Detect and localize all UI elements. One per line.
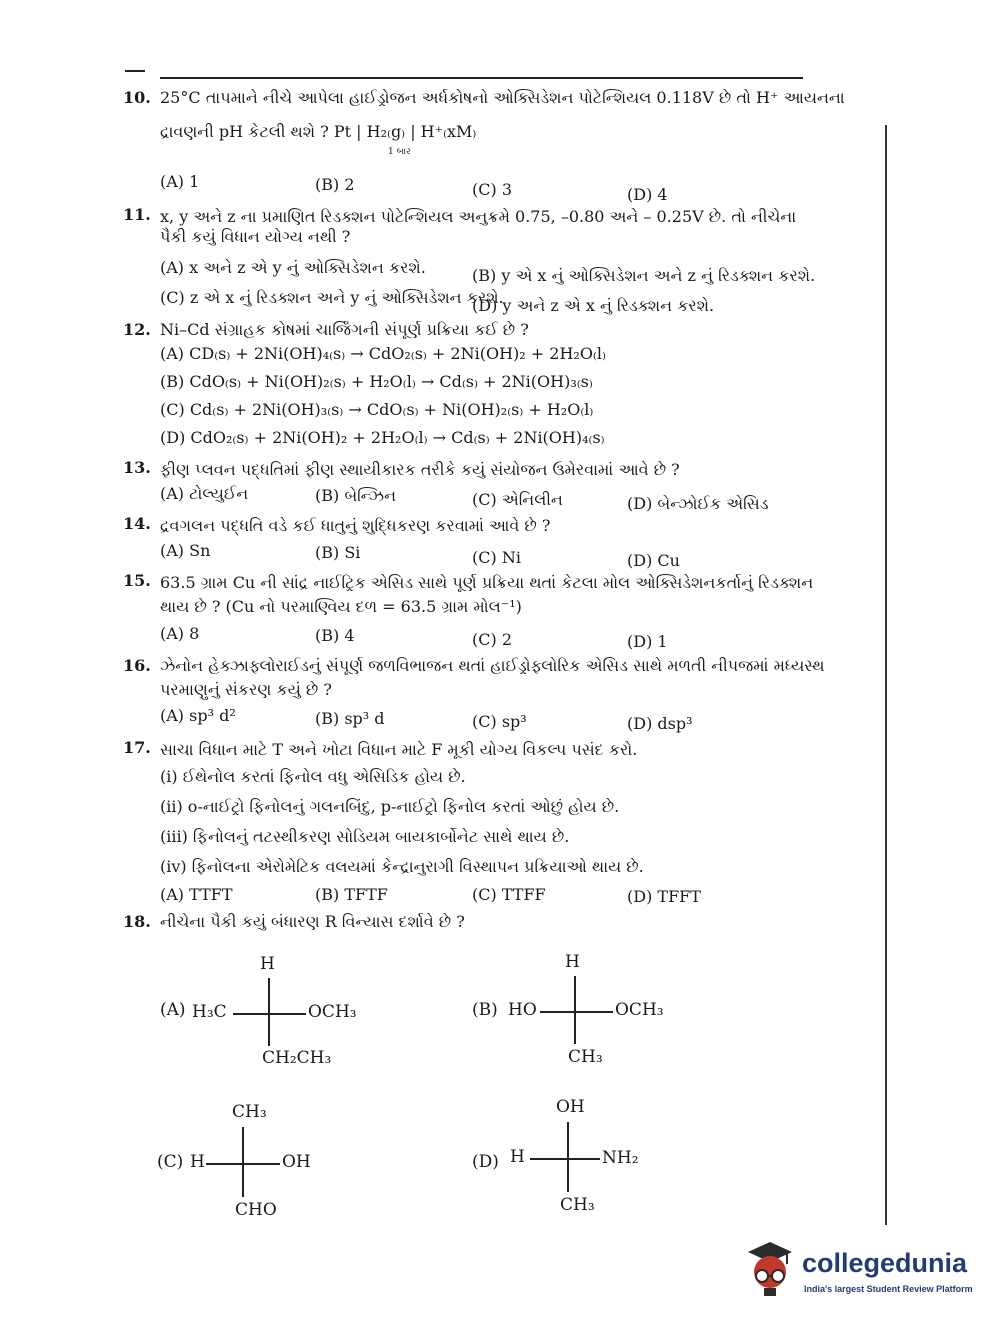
substituent-top: OH: [556, 1097, 585, 1117]
option: (C) એનિલીન: [472, 490, 563, 509]
bond-vertical: [268, 978, 270, 1046]
substituent-top: H: [565, 952, 580, 972]
brand-tagline: India's largest Student Review Platform: [804, 1284, 973, 1294]
option-label: (C): [157, 1152, 184, 1172]
substituent-top: CH₃: [232, 1102, 267, 1122]
substituent-right: OCH₃: [308, 1002, 357, 1022]
bond-vertical: [567, 1122, 569, 1192]
bond-vertical: [574, 976, 576, 1044]
question-text: નીચેના પૈકી કયું બંધારણ R વિન્યાસ દર્શાવે છે ?: [160, 912, 465, 931]
question-number: 12.: [123, 320, 151, 339]
substituent-right: NH₂: [602, 1148, 639, 1168]
option: (C) TTFF: [472, 885, 546, 904]
statement: (iv) ફિનોલના એરોમેટિક વલયમાં કેન્દ્રાનુરાગી વિસ્થાપન પ્રક્રિયાઓ થાય છે.: [160, 857, 644, 876]
question-number: 16.: [123, 656, 151, 675]
question-number: 14.: [123, 514, 151, 533]
substituent-left: H: [510, 1147, 525, 1167]
substituent-right: OCH₃: [615, 1000, 664, 1020]
right-margin-rule: [885, 125, 887, 1225]
substituent-bottom: CH₃: [568, 1047, 603, 1067]
question-number: 13.: [123, 458, 151, 477]
option: (D) CdO₂₍s₎ + 2Ni(OH)₂ + 2H₂O₍l₎ → Cd₍s₎ + 2Ni(OH)₄₍s₎: [160, 428, 605, 447]
option: (B) 4: [315, 626, 355, 645]
question-text: 25°C તાપમાને નીચે આપેલા હાઈડ્રોજન અર્ધકોષનો ઓક્સિડેશન પોટેન્શિયલ 0.118V છે તો H⁺ આયનના: [160, 88, 845, 107]
statement: (i) ઈથેનોલ કરતાં ફિનોલ વધુ એસિડિક હોય છે.: [160, 767, 466, 786]
option: (C) Ni: [472, 548, 521, 567]
question-text: પૈકી કયું વિધાન યોગ્ય નથી ?: [160, 227, 351, 246]
option: (A) x અને z એ y નું ઓક્સિડેશન કરશે.: [160, 258, 426, 277]
question-number: 18.: [123, 912, 151, 931]
option: (A) ટોલ્યુઈન: [160, 484, 249, 503]
option: (C) sp³: [472, 712, 527, 731]
option: (A) 1: [160, 172, 200, 191]
question-number: 11.: [123, 205, 151, 224]
bond-horizontal: [540, 1011, 613, 1013]
option: (D) TFFT: [627, 887, 701, 906]
substituent-left: H₃C: [192, 1002, 227, 1022]
option: (A) Sn: [160, 541, 211, 560]
question-text: 63.5 ગ્રામ Cu ની સાંદ્ર નાઈટ્રિક એસિડ સાથે પૂર્ણ પ્રક્રિયા થતાં કેટલા મોલ ઓક્સિડેશનકર્તાનું રિડક્શન: [160, 573, 814, 592]
option: (D) બેન્ઝોઈક એસિડ: [627, 494, 769, 513]
option: (A) CD₍s₎ + 2Ni(OH)₄₍s₎ → CdO₂₍s₎ + 2Ni(OH)₂ + 2H₂O₍l₎: [160, 344, 606, 363]
question-text: ઝેનોન હેક્ઝાફ્લોરાઈડનું સંપૂર્ણ જળવિભાજન થતાં હાઈડ્રોફ્લોરિક એસિડ સાથે મળતી નીપજમાં મધ્યસ્થ: [160, 656, 825, 675]
question-text: દ્રવગલન પદ્ધતિ વડે કઈ ધાતુનું શુદ્ધિકરણ કરવામાં આવે છે ?: [160, 516, 551, 535]
substituent-left: HO: [508, 1000, 537, 1020]
substituent-right: OH: [282, 1152, 311, 1172]
option: (B) Si: [315, 543, 361, 562]
option: (D) Cu: [627, 551, 680, 570]
top-rule: [160, 77, 803, 79]
substituent-left: H: [190, 1152, 205, 1172]
question-text: x, y અને z ના પ્રમાણિત રિડક્શન પોટેન્શિયલ અનુક્રમે 0.75, –0.80 અને – 0.25V છે. તો નીચેના: [160, 207, 797, 226]
option-label: (A): [160, 1000, 186, 1020]
substituent-bottom: CH₂CH₃: [262, 1048, 332, 1068]
option: (A) TTFT: [160, 885, 233, 904]
brand-name: collegedunia: [802, 1248, 968, 1278]
option: (A) 8: [160, 624, 200, 643]
option: (D) 1: [627, 632, 668, 651]
option: (B) બેન્ઝિન: [315, 486, 396, 505]
question-text: સાચા વિધાન માટે T અને ખોટા વિધાન માટે F મૂકી યોગ્ય વિકલ્પ પસંદ કરો.: [160, 740, 638, 759]
option: (B) 2: [315, 175, 355, 194]
option-label: (B): [472, 1000, 498, 1020]
question-number: 10.: [123, 88, 151, 107]
substituent-bottom: CH₃: [560, 1195, 595, 1215]
question-text: ફીણ પ્લવન પદ્ધતિમાં ફીણ સ્થાયીકારક તરીકે કયું સંયોજન ઉમેરવામાં આવે છે ?: [160, 460, 680, 479]
question-number: 15.: [123, 571, 151, 590]
option-label: (D): [472, 1152, 499, 1172]
question-number: 17.: [123, 738, 151, 757]
option: (C) Cd₍s₎ + 2Ni(OH)₃₍s₎ → CdO₍s₎ + Ni(OH)₂₍s₎ + H₂O₍l₎: [160, 400, 594, 419]
substituent-top: H: [260, 954, 275, 974]
bond-horizontal: [233, 1013, 306, 1015]
corner-mark: [125, 70, 145, 72]
option: (C) 2: [472, 630, 512, 649]
question-text: Ni–Cd સંગ્રાહક કોષમાં ચાર્જિંગની સંપૂર્ણ પ્રક્રિયા કઈ છે ?: [160, 320, 529, 339]
option: (D) y અને z એ x નું રિડક્શન કરશે.: [472, 296, 715, 315]
option: (B) sp³ d: [315, 709, 385, 728]
option: (C) 3: [472, 180, 512, 199]
option: (B) TFTF: [315, 885, 388, 904]
cell-subscript: 1 બાર: [388, 147, 411, 157]
option: (C) z એ x નું રિડક્શન અને y નું ઓક્સિડેશન કરશે.: [160, 288, 504, 307]
option: (B) y એ x નું ઓક્સિડેશન અને z નું રિડક્શન કરશે.: [472, 266, 816, 285]
bond-horizontal: [530, 1158, 600, 1160]
bond-vertical: [242, 1127, 244, 1197]
option: (B) CdO₍s₎ + Ni(OH)₂₍s₎ + H₂O₍l₎ → Cd₍s₎ + 2Ni(OH)₃₍s₎: [160, 372, 593, 391]
option: (A) sp³ d²: [160, 706, 236, 725]
option: (D) 4: [627, 185, 668, 204]
statement: (ii) o-નાઈટ્રો ફિનોલનું ગલનબિંદુ, p-નાઈટ્રો ફિનોલ કરતાં ઓછું હોય છે.: [160, 797, 620, 816]
substituent-bottom: CHO: [235, 1200, 277, 1220]
question-text: પરમાણુનું સંકરણ કયું છે ?: [160, 680, 332, 699]
option: (D) dsp³: [627, 714, 693, 733]
statement: (iii) ફિનોલનું તટસ્થીકરણ સોડિયમ બાયકાર્બોનેટ સાથે થાય છે.: [160, 827, 570, 846]
question-text: દ્રાવણની pH કેટલી થશે ? Pt | H₂₍g₎ | H⁺₍xM₎: [160, 122, 477, 141]
question-text: થાય છે ? (Cu નો પરમાણ્વિય દળ = 63.5 ગ્રામ મોલ⁻¹): [160, 597, 522, 616]
